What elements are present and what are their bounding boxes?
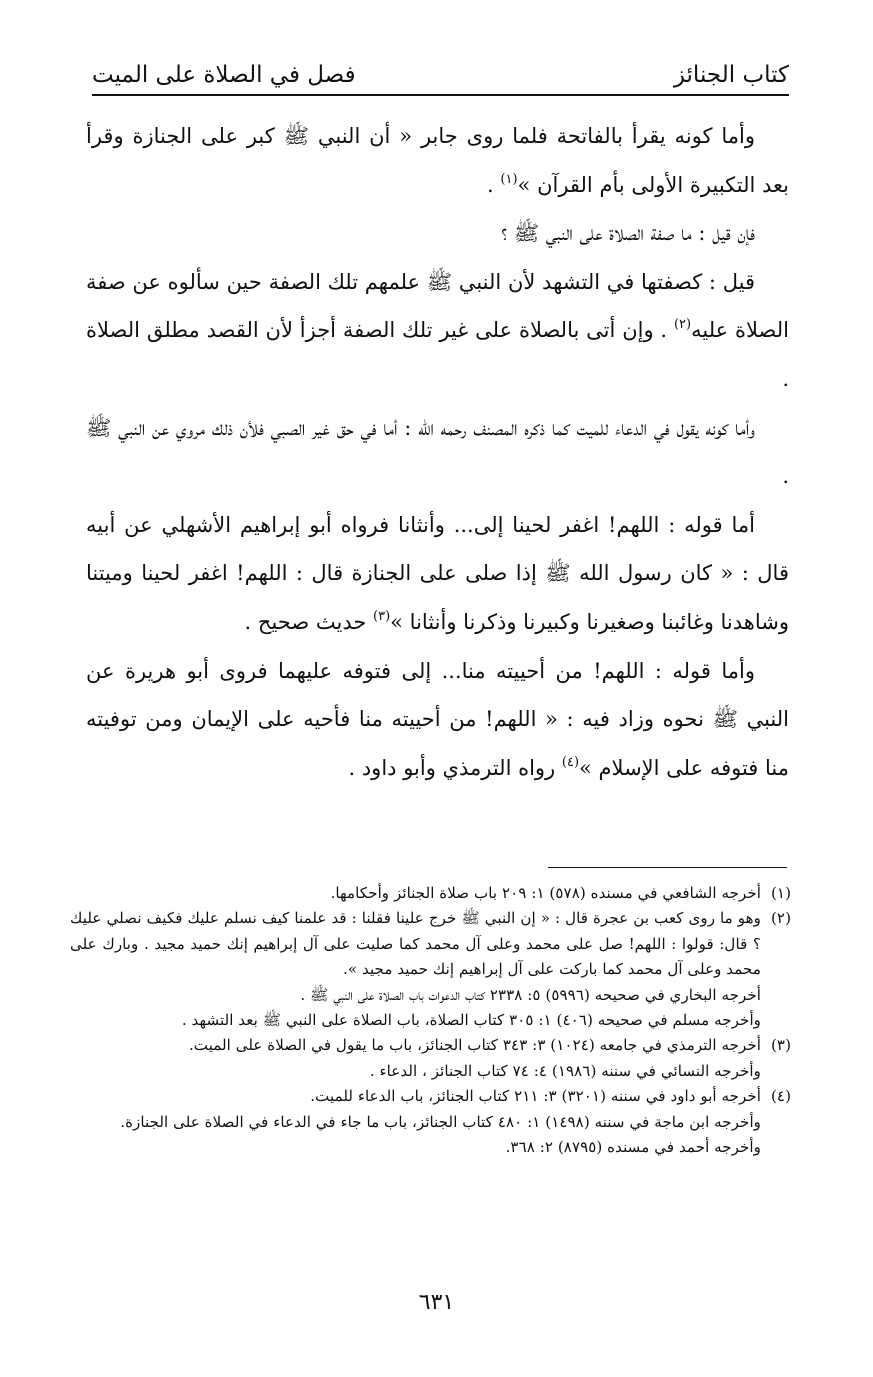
- paragraph-4: [86, 404, 789, 501]
- paragraph-5-text: أما قوله : اللهم! اغفر لحينا إلى... وأنثانا فرواه أبو إبراهيم الأشهلي عن أبيه قال : « كان رسول الله ﷺ إذا صلى على الجنازة قال : اللهم! اغفر لحينا وميتنا وشاهدنا وغائبنا وصغيرنا وكبيرنا وذكرنا وأنثانا »: [86, 512, 789, 634]
- footnote-line: وأخرجه ابن ماجة في سننه (١٤٩٨) ١: ٤٨٠ كتاب الجنائز، باب ما جاء في الدعاء في الصلاة على الجنازة.: [120, 1112, 761, 1131]
- paragraph-6-tail: رواه الترمذي وأبو داود .: [348, 755, 562, 780]
- footnote-line: وأخرجه أحمد في مسنده (٨٧٩٥) ٢: ٣٦٨.: [505, 1138, 761, 1157]
- paragraph-6: [86, 647, 789, 793]
- paragraph-2-text: فإن قيل : ما صفة الصلاة على النبي ﷺ ؟: [501, 221, 755, 246]
- footnote-line: أخرجه البخاري في صحيحه (٥٩٩٦) ٥: ٢٣٣٨ كتاب الدعوات باب الصلاة على النبي ﷺ .: [300, 985, 761, 1004]
- paragraph-6-text: وأما قوله : اللهم! من أحييته منا... إلى فتوفه عليهما فروى أبو هريرة عن النبي ﷺ نحوه وزاد فيه : « اللهم! من أحييته منا فأحيه على الإيمان ومن توفيته منا فتوفه على الإسلام »: [86, 658, 789, 780]
- header-rule: [92, 94, 789, 96]
- paragraph-1: [86, 112, 789, 209]
- paragraph-3-text: قيل : كصفتها في التشهد لأن النبي ﷺ علمهم تلك الصفة حين سألوه عن صفة الصلاة عليه: [86, 269, 789, 343]
- paragraph-5-tail: حديث صحيح .: [244, 609, 373, 634]
- paragraph-2: [86, 209, 789, 258]
- paragraph-3: [86, 258, 789, 404]
- header-book-title: كتاب الجنائز: [673, 62, 789, 88]
- footnote-ref-3[interactable]: (٣): [373, 608, 391, 624]
- footnote-ref-2[interactable]: (٢): [673, 317, 692, 333]
- footnote-ref-4[interactable]: (٤): [561, 754, 580, 770]
- paragraph-5: [86, 501, 789, 647]
- running-header: [92, 52, 789, 92]
- main-text: [86, 112, 789, 792]
- footnote-1: [70, 881, 791, 906]
- footnotes: [70, 881, 791, 1160]
- paragraph-3-tail: . وإن أتى بالصلاة على غير تلك الصفة أجزأ لأن القصد مطلق الصلاة .: [86, 318, 789, 391]
- footnote-ref-1[interactable]: (١): [500, 171, 518, 187]
- footnote-number: (١): [770, 884, 791, 902]
- paragraph-4-text: وأما كونه يقول في الدعاء للميت كما ذكره المصنف رحمه الله : أما في حق غير الصبي فلأن ذلك مروي عن النبي ﷺ .: [86, 415, 789, 489]
- footnote-line: وهو ما روى كعب بن عجرة قال : « إن النبي ﷺ خرج علينا فقلنا : قد علمنا كيف نسلم عليك فكيف نصلي عليك ؟ قال: قولوا : اللهم! صل على محمد وعلى آل محمد كما صليت على آل إبراهيم إنك حميد مجيد . وبارك على محمد وعلى آل محمد كما باركت على آل إبراهيم إنك حميد مجيد ».: [70, 909, 761, 979]
- paragraph-1-text: وأما كونه يقرأ بالفاتحة فلما روى جابر « أن النبي ﷺ كبر على الجنازة وقرأ بعد التكبيرة الأولى بأم القرآن »: [86, 124, 789, 197]
- footnote-line: وأخرجه مسلم في صحيحه (٤٠٦) ١: ٣٠٥ كتاب الصلاة، باب الصلاة على النبي ﷺ بعد التشهد .: [181, 1011, 761, 1030]
- footnote-number: (٣): [770, 1036, 791, 1055]
- footnote-2: [70, 906, 791, 1033]
- footnote-rule: [548, 867, 787, 868]
- footnote-line: أخرجه أبو داود في سننه (٣٢٠١) ٣: ٢١١ كتاب الجنائز، باب الدعاء للميت.: [310, 1087, 761, 1106]
- footnote-number: (٢): [770, 909, 791, 928]
- footnote-4: [70, 1084, 791, 1160]
- footnote-number: (٤): [770, 1087, 791, 1106]
- paragraph-1-tail: .: [487, 172, 501, 197]
- footnote-3: [70, 1033, 791, 1084]
- footnote-line: أخرجه الترمذي في جامعه (١٠٢٤) ٣: ٣٤٣ كتاب الجنائز، باب ما يقول في الصلاة على الميت.: [188, 1036, 761, 1055]
- header-section-title: فصل في الصلاة على الميت: [92, 62, 356, 88]
- footnote-line: وأخرجه النسائي في سننه (١٩٨٦) ٤: ٧٤ كتاب الجنائز ، الدعاء .: [369, 1061, 761, 1080]
- footnote-line: أخرجه الشافعي في مسنده (٥٧٨) ١: ٢٠٩ باب صلاة الجنائز وأحكامها.: [330, 884, 761, 902]
- page-number: ٦٣١: [418, 1290, 455, 1315]
